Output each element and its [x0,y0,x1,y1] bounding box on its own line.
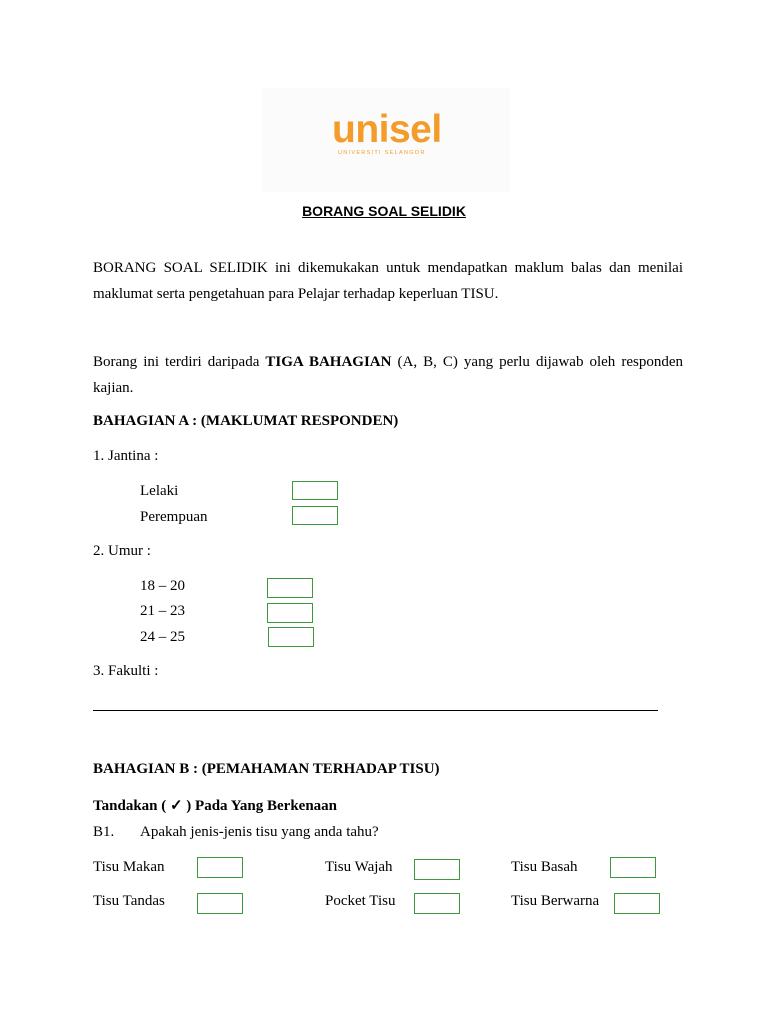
option-tisu-wajah: Tisu Wajah [325,859,393,875]
option-tisu-makan: Tisu Makan [93,859,165,875]
checkbox-tisu-wajah[interactable] [414,859,460,880]
checkbox-age-21-23[interactable] [267,603,313,623]
checkbox-tisu-tandas[interactable] [197,893,243,914]
sections-note-post: (A, B, C) yang perlu dijawab oleh responden kajian. [93,354,683,396]
checkbox-perempuan[interactable] [292,506,338,525]
checkbox-tisu-berwarna[interactable] [614,893,660,914]
logo-subtitle: UNIVERSITI SELANGOR [338,150,426,156]
option-age-18-20: 18 – 20 [140,578,185,594]
option-pocket-tisu: Pocket Tisu [325,893,396,909]
logo-wordmark: unisel [332,108,442,151]
checkbox-tisu-makan[interactable] [197,857,243,878]
checkbox-age-18-20[interactable] [267,578,313,598]
option-lelaki: Lelaki [140,483,179,499]
checkbox-tisu-basah[interactable] [610,857,656,878]
question-b1-text: Apakah jenis-jenis tisu yang anda tahu? [140,824,379,840]
intro-paragraph: BORANG SOAL SELIDIK ini dikemukakan untuk mendapatkan maklum balas dan menilai maklumat serta pengetahuan para Pelajar terhadap keperluan TISU. [93,260,683,302]
section-a-heading: BAHAGIAN A : (MAKLUMAT RESPONDEN) [93,413,399,429]
question-b1-number: B1. [93,824,115,840]
option-age-24-25: 24 – 25 [140,629,185,645]
option-perempuan: Perempuan [140,509,208,525]
section-b-heading: BAHAGIAN B : (PEMAHAMAN TERHADAP TISU) [93,761,440,777]
checkbox-lelaki[interactable] [292,481,338,500]
option-tisu-berwarna: Tisu Berwarna [511,893,600,909]
fakulti-answer-line[interactable] [93,710,658,711]
sections-note-bold: TIGA BAHAGIAN [265,354,392,370]
university-logo [262,88,510,192]
sections-note [93,349,683,401]
sections-note-pre: Borang ini terdiri daripada [93,354,266,370]
option-tisu-tandas: Tisu Tandas [93,893,165,909]
q3-label: 3. Fakulti : [93,663,159,679]
q1-label: 1. Jantina : [93,448,159,464]
tick-instruction: Tandakan ( ✓ ) Pada Yang Berkenaan [93,798,338,814]
checkbox-pocket-tisu[interactable] [414,893,460,914]
option-age-21-23: 21 – 23 [140,603,185,619]
option-tisu-basah: Tisu Basah [511,859,578,875]
form-title: BORANG SOAL SELIDIK [302,203,466,219]
q2-label: 2. Umur : [93,543,151,559]
checkbox-age-24-25[interactable] [268,627,314,647]
